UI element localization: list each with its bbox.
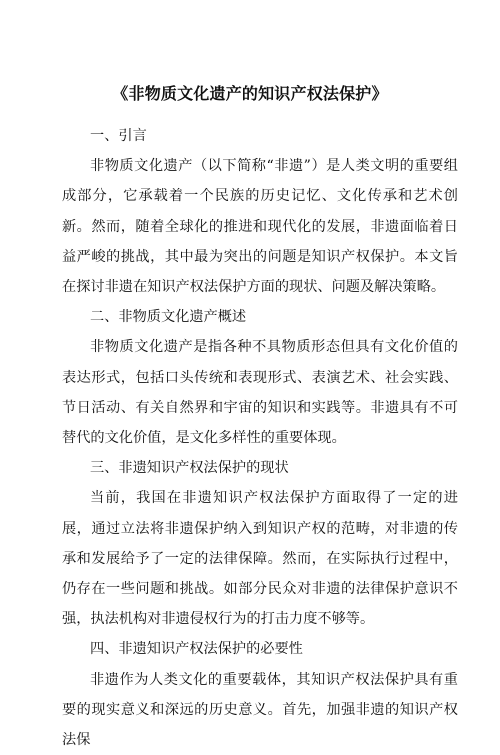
- section-paragraph-overview: 非物质文化遗产是指各种不具物质形态但具有文化价值的表达形式，包括口头传统和表现形式、表演艺术、社会实践、节日活动、有关自然界和宇宙的知识和实践等。非遗具有不可替代的文化价值，是文化多样性的重要体现。: [62, 339, 458, 447]
- section-heading-introduction: 一、引言: [90, 128, 147, 144]
- section-heading-current-status: 三、非遗知识产权法保护的现状: [90, 460, 289, 477]
- document-title: 《非物质文化遗产的知识产权法保护》: [112, 84, 388, 103]
- section-heading-overview: 二、非物质文化遗产概述: [90, 309, 247, 326]
- document-body: [62, 121, 458, 755]
- section-heading-necessity: 四、非遗知识产权法保护的必要性: [90, 641, 303, 658]
- section-paragraph-current-status: 当前，我国在非遗知识产权法保护方面取得了一定的进展，通过立法将非遗保护纳入到知识产权的范畴，对非遗的传承和发展给予了一定的法律保障。然而，在实际执行过程中，仍存在一些问题和挑战。如部分民众对非遗的法律保护意识不强，执法机构对非遗侵权行为的打击力度不够等。: [62, 490, 458, 628]
- section-paragraph-necessity: 非遗作为人类文化的重要载体，其知识产权法保护具有重要的现实意义和深远的历史意义。首先，加强非遗的知识产权法保: [62, 671, 458, 749]
- section-paragraph-introduction: 非物质文化遗产（以下简称“非遗”）是人类文明的重要组成部分，它承载着一个民族的历史记忆、文化传承和艺术创新。然而，随着全球化的推进和现代化的发展，非遗面临着日益严峻的挑战，其中最为突出的问题是知识产权保护。本文旨在探讨非遗在知识产权法保护方面的现状、问题及解决策略。: [62, 158, 458, 296]
